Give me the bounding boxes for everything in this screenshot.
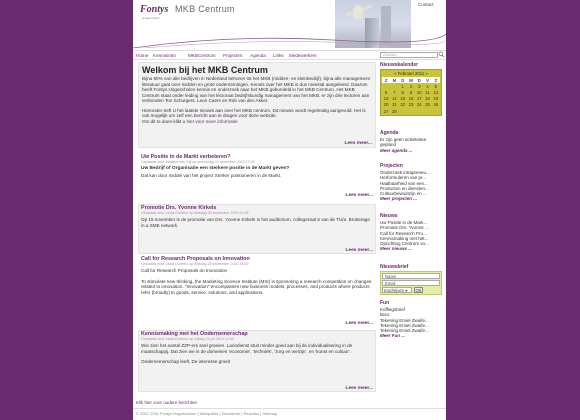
calendar-day[interactable]: 6 bbox=[384, 89, 388, 95]
agenda-more-link[interactable]: Meer agenda ... bbox=[380, 147, 413, 153]
post-read-more[interactable]: Lees meer... bbox=[345, 193, 373, 198]
calendar-day[interactable]: 7 bbox=[393, 89, 396, 95]
intro-read-more[interactable]: Lees meer... bbox=[344, 141, 372, 146]
post-2 bbox=[138, 205, 376, 253]
post-meta: Geplaatst door Linda Dortens op dinsdag 28 september 2010 18:00 bbox=[141, 262, 249, 266]
nav-kennisintro[interactable]: Kennisintro bbox=[153, 53, 176, 58]
calendar-day[interactable]: 4 bbox=[426, 83, 429, 89]
agenda-widget bbox=[380, 130, 442, 154]
post-title[interactable]: Uw Positie in de Markt verbeteren? bbox=[141, 154, 231, 160]
fun-more-link[interactable]: Meer Fun ... bbox=[380, 333, 406, 339]
nav-mkbcentrum[interactable]: MKBCentrum bbox=[188, 53, 216, 58]
calendar-day-header: Z bbox=[384, 77, 388, 83]
calendar-day-header: Z bbox=[434, 77, 438, 83]
calendar-day[interactable]: 25 bbox=[425, 102, 430, 108]
post-title[interactable]: Call for Research Proposals on Innovation bbox=[141, 256, 250, 262]
info-link[interactable]: hier voor meer informatie bbox=[186, 118, 238, 124]
post-meta: Geplaatst door Marieke van Gijl op woensdag 24 november 2010 17:23 bbox=[141, 160, 255, 164]
newsletter-title: Nieuwsbrief bbox=[380, 264, 409, 270]
header-swoosh bbox=[133, 30, 446, 48]
ok-button[interactable]: OK bbox=[415, 288, 422, 293]
post-text-2: To stimulate new thinking, the Marketing Science Institute (MSI) is sponsoring a research competition on changes related to innovation. "Innovation" encompasses new business models, processes, and products where products refer (broadly) to goods, service, solutions, and applications. bbox=[141, 278, 372, 295]
calendar-day[interactable]: 23 bbox=[408, 102, 414, 108]
logo-text: Fontys bbox=[140, 4, 169, 15]
calendar-day-header: D bbox=[417, 77, 421, 83]
agenda-item: Er zijn geen activiteiten gepland bbox=[380, 137, 427, 148]
fun-widget bbox=[380, 300, 442, 339]
post-read-more[interactable]: Lees meer... bbox=[345, 386, 373, 391]
post-text: Call for Research Proposals on Innovation bbox=[141, 268, 228, 273]
calendar-day-header: V bbox=[426, 77, 429, 83]
contact-link[interactable]: Contact bbox=[418, 2, 434, 7]
calendar-day bbox=[407, 108, 415, 114]
calendar-day[interactable]: 26 bbox=[433, 102, 439, 108]
calendar-day bbox=[423, 108, 431, 114]
calendar-day[interactable]: 13 bbox=[383, 96, 389, 102]
calendar-day[interactable]: 8 bbox=[401, 89, 404, 95]
post-subtitle: Uw Bedrijf of Organisatie een sterkere positie in de Markt geven? bbox=[141, 166, 290, 171]
page-title: Welkom bij het MKB Centrum bbox=[142, 65, 268, 75]
calendar-day bbox=[432, 108, 440, 114]
calendar-day-header: M bbox=[392, 77, 397, 83]
post-title[interactable]: Promotie Drs. Yvonne Kirkels bbox=[141, 205, 217, 211]
calendar-day[interactable]: 9 bbox=[409, 89, 413, 95]
post-text: Wie zien het aantal ZZP-ers snel groeien. Laondienst stuit minder goed aan bij de individualisering in de maatschappij. Dat zien we in de domeinen 'economie', 'techniek', 'zorg en welzijn', en 'kunst en cultuur'. bbox=[141, 343, 353, 354]
news-item[interactable]: Kennismaking met het... bbox=[380, 235, 429, 241]
post-text-2: Ondernemerschap leeft. De interesse groeit bbox=[141, 359, 231, 364]
calendar-day[interactable]: 15 bbox=[400, 96, 406, 102]
calendar-day[interactable]: 12 bbox=[433, 89, 439, 95]
fun-item[interactable]: Tekening Emiel Zwaife... bbox=[380, 322, 429, 328]
search-icon[interactable] bbox=[438, 51, 445, 58]
nav-medewerkers[interactable]: Medewerkers bbox=[289, 53, 317, 58]
calendar-day[interactable]: 1 bbox=[401, 83, 404, 89]
calendar-month[interactable]: « Februari 2011 » bbox=[394, 71, 428, 76]
fontys-logo[interactable] bbox=[136, 2, 169, 24]
fun-item[interactable]: Buro bbox=[380, 312, 390, 318]
fun-item[interactable]: Tekening Emiel Zwaife... bbox=[380, 328, 429, 334]
subscribe-select[interactable] bbox=[382, 287, 412, 293]
intro-block bbox=[138, 62, 376, 148]
post-title[interactable]: Kennismaking met het Ondernemerschap bbox=[141, 331, 248, 337]
project-item[interactable]: Haalbaarheid van een... bbox=[380, 180, 428, 186]
subscribe-select-value: Inschrijven bbox=[384, 288, 405, 293]
calendar-day[interactable]: 17 bbox=[416, 96, 422, 102]
nieuws-widget bbox=[380, 213, 442, 252]
post-read-more[interactable]: Lees meer... bbox=[345, 321, 373, 326]
calendar-day[interactable]: 11 bbox=[425, 89, 430, 95]
search-input[interactable]: Zoeken bbox=[380, 52, 438, 58]
calendar-day[interactable]: 20 bbox=[383, 102, 389, 108]
calendar-day[interactable]: 3 bbox=[418, 83, 421, 89]
calendar-day[interactable]: 24 bbox=[416, 102, 422, 108]
older-posts-link[interactable]: Klik hier voor oudere berichten bbox=[136, 400, 198, 405]
calendar-day[interactable]: 16 bbox=[408, 96, 414, 102]
calendar-day[interactable]: 27 bbox=[383, 108, 389, 114]
post-meta: Geplaatst door Linda Dortens op dinsdag 28 september 2010 21:08 bbox=[141, 211, 249, 215]
news-item[interactable]: Call for Research Pro... bbox=[380, 230, 427, 236]
nav-home[interactable]: Home bbox=[136, 53, 149, 58]
intro-paragraph-2: Hieronder treft U het laatste nieuws aan over het MKB centrum. Dit nieuws wordt regelmatig aangevuld. Het is ook mogelijk om zelf een bericht aan te dragen voor deze website. bbox=[142, 107, 366, 118]
calendar bbox=[380, 69, 442, 116]
post-1 bbox=[138, 154, 376, 198]
calendar-widget bbox=[380, 62, 442, 116]
footer: © 2007-2011 Fontys Hogescholen | Webpolitie | Disclaimer | Reacties | Sitemap bbox=[133, 408, 446, 420]
logo-subtext: Hogescholen bbox=[142, 16, 160, 20]
calendar-day[interactable]: 21 bbox=[392, 102, 397, 108]
agenda-title: Agenda bbox=[380, 130, 399, 136]
post-read-more[interactable]: Lees meer... bbox=[345, 248, 373, 253]
calendar-day[interactable]: 10 bbox=[416, 89, 422, 95]
nav-agenda[interactable]: Agenda bbox=[250, 53, 266, 58]
calendar-day[interactable]: 19 bbox=[433, 96, 439, 102]
project-item[interactable]: Herformuleren van pr... bbox=[380, 175, 427, 181]
nieuws-title: Nieuws bbox=[380, 213, 398, 219]
intro-paragraph-1: Bijna 90% van alle bedrijven in Nederland behoren tot het MKB (midden- en kleinbedrijf), bijna alle management literatuur gaat over midden en grote ondernemingen. Kennis over het MKB is dus meestal aangeleerd. Daarom heeft Fontys Hogescholen kennis en onderzoek naar het MKB gebundeld in het MKB Centrum. Het MKB Centrum staat onder leiding van het lectoraat bedrijfskundig management van het MKB, er zijn drie lectoren aan verbonden Ton Schurgers, Leon Caers en Rob van den Akker. bbox=[142, 76, 370, 103]
nieuws-more-link[interactable]: Meer nieuws ... bbox=[380, 246, 413, 252]
header bbox=[133, 0, 446, 48]
calendar-day[interactable]: 18 bbox=[425, 96, 430, 102]
calendar-day[interactable]: 2 bbox=[409, 83, 413, 89]
newsletter-widget bbox=[380, 264, 442, 295]
calendar-day[interactable]: 5 bbox=[434, 83, 438, 89]
intro-paragraph-3 bbox=[142, 119, 372, 125]
newsletter-form bbox=[380, 271, 442, 295]
site-title: MKB Centrum bbox=[175, 4, 235, 14]
fun-item[interactable]: Tekening Emiel Zwaife... bbox=[380, 317, 429, 323]
page-container bbox=[133, 0, 446, 420]
fun-title: Fun bbox=[380, 300, 390, 306]
post-4 bbox=[138, 331, 376, 391]
sidebar bbox=[380, 62, 442, 402]
nav-links[interactable]: Links bbox=[273, 53, 284, 58]
nav-projecten[interactable]: Projecten bbox=[223, 53, 243, 58]
news-item[interactable]: Uw Positie in de Mark... bbox=[380, 220, 428, 225]
post-3 bbox=[138, 256, 376, 326]
news-item[interactable]: Oprichting Centrum vo... bbox=[380, 241, 429, 247]
fun-item[interactable]: Koffiegsbrief bbox=[380, 307, 405, 312]
intro-text: Om dit te doen klikt u bbox=[142, 118, 186, 124]
project-item[interactable]: Cultuurbewustzijn en ... bbox=[380, 191, 427, 197]
project-item[interactable]: Onderzoek intrapreneu... bbox=[380, 170, 430, 175]
photo-person bbox=[353, 5, 363, 19]
main-content bbox=[138, 62, 376, 407]
post-meta: Geplaatst door Linda Dortens op vrijdag 23 juli 2010 12:52 bbox=[141, 337, 234, 341]
name-field[interactable]: Naam bbox=[382, 273, 440, 279]
calendar-day bbox=[399, 108, 407, 114]
projecten-widget bbox=[380, 163, 442, 202]
calendar-day bbox=[415, 108, 423, 114]
project-item[interactable]: Producten en diensten... bbox=[380, 185, 429, 191]
calendar-day[interactable]: 28 bbox=[392, 108, 397, 114]
calendar-day[interactable]: 22 bbox=[400, 102, 406, 108]
calendar-day[interactable]: 14 bbox=[392, 96, 397, 102]
post-text: Dat kan door middel van het project Sterker positioneren in de Markt. bbox=[141, 173, 282, 178]
calendar-title: Nieuwskalender bbox=[380, 62, 419, 68]
calendar-day-header: D bbox=[401, 77, 405, 83]
post-text: Op 15 november is de promotie van Drs. Yvonne Kirkels in het auditorium, collegezaal 5 van de TU/e. Brokerage in a SME network. bbox=[141, 217, 370, 228]
projecten-more-link[interactable]: Meer projecten ... bbox=[380, 196, 418, 202]
calendar-grid bbox=[382, 77, 440, 114]
subscribe-row bbox=[382, 287, 440, 293]
email-field[interactable]: Email bbox=[382, 280, 440, 286]
news-item[interactable]: Promotie Drs. Yvonne ... bbox=[380, 225, 429, 231]
chevron-down-icon: ▾ bbox=[405, 288, 408, 293]
calendar-day-header: W bbox=[409, 77, 413, 83]
projecten-title: Projecten bbox=[380, 163, 403, 169]
